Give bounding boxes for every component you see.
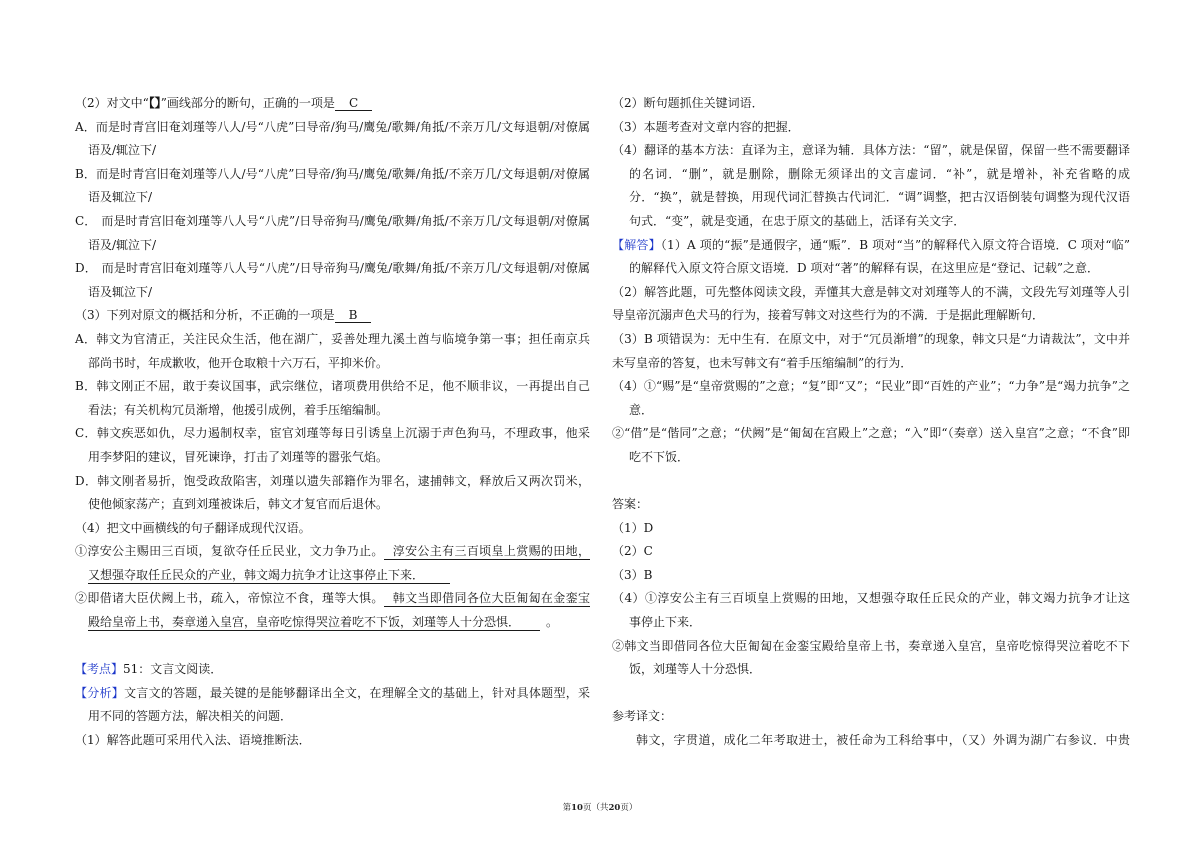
fenxi-point-4-continuation: 分．“换”，就是替换，用现代词汇替换古代词汇．“调”调整，把古汉语倒装句调整为现代汉语 [629, 190, 1130, 205]
answer-item: （2）C [612, 544, 653, 559]
option-text: 而是时青宫旧奄刘瑾等八人号“八虎”/日导帝狗马/鹰兔/歌舞/角抵/不亲万几/文每退朝/对僚属 [101, 213, 590, 228]
page-footer [0, 801, 1200, 813]
stem-text: （3）下列对原文的概括和分析，不正确的一项是 [75, 308, 335, 323]
q3-option-d-continuation: 使他倾家荡产；直到刘瑾被诛后，韩文才复官而后退休。 [88, 497, 389, 512]
question-2-answer: C [335, 97, 372, 111]
translation-answer: 又想强夺取任丘民众的产业，韩文竭力抗争才让这事停止下来． [88, 568, 450, 584]
q2-option-b-continuation: 语及辄泣下/ [88, 190, 153, 205]
jieda-point-2-continuation: 导皇帝沉溺声色犬马的行为，接着写韩文对这些行为的不满．于是据此理解断句． [612, 308, 1045, 323]
translation-paragraph: 韩文，字贯道，成化二年考取进士，被任命为工科给事中，（又）外调为湖广右参议．中贵 [636, 733, 1130, 748]
jieda-tag: 【解答】 [612, 237, 661, 252]
fenxi-continuation: 用不同的答题方法，解决相关的问题． [88, 709, 293, 724]
right-column [612, 92, 1130, 753]
option-label: B． [75, 379, 97, 394]
kaodian-line [75, 658, 590, 682]
q2-option-c [75, 210, 590, 234]
q3-option-b [75, 375, 590, 399]
fenxi-point-4-continuation: 的名词．“删”，就是删除，删除无须译出的文言虚词．“补”，就是增补，补充省略的成 [629, 166, 1130, 181]
answer-item-4a: （4）①淳安公主有三百顷皇上赏赐的田地，又想强夺取任丘民众的产业，韩文竭力抗争才让这 [612, 591, 1130, 606]
jieda-point-4a: （4）①“赐”是“皇帝赏赐的”之意；“复”即“又”；“民业”即“百姓的产业”；“力争”是“竭力抗争”之 [612, 379, 1130, 394]
q3-option-b-continuation: 看法；有关机构冗员渐增，他援引成例，着手压缩编制。 [88, 402, 389, 417]
option-text: 而是时青宫旧奄刘瑾等八人/号“八虎”曰导帝/狗马/鹰兔/歌舞/角抵/不亲万几/文每退朝/对僚属 [96, 166, 590, 181]
stem-text: ”画线部分的断句，正确的一项是 [160, 96, 335, 110]
option-label: C． [75, 426, 97, 441]
option-label: A． [75, 119, 96, 134]
jieda-point-4a-continuation: 意． [629, 402, 654, 417]
q3-option-c [75, 422, 590, 446]
translation-title: 参考译文： [612, 709, 673, 724]
option-label: D． [75, 473, 98, 488]
stem-text: （2）对文中“ [75, 96, 149, 110]
option-text: 韩文刚正不屈，敢于奏议国事，武宗继位，诸项费用供给不足，他不顺非议，一再提出自己 [96, 379, 590, 394]
q3-option-a [75, 328, 590, 352]
jieda-point-4b: ②“借”是“偕同”之意；“伏阙”是“匍匐在宫殿上”之意；“入”即“（奏章）送入皇宫”之意；“不食”即 [612, 426, 1130, 441]
option-text: 韩文为官清正，关注民众生活，他在湖广，妥善处理九溪土酋与临境争第一事；担任南京兵 [96, 331, 590, 346]
option-label: D． [75, 261, 97, 276]
q4-item-2-continuation [75, 611, 590, 635]
option-text: 而是时青宫旧奄刘瑾等八人号“八虎”/日导帝狗马/鹰兔/歌舞/角抵/不亲万几/文每退朝/对僚属 [101, 261, 591, 276]
q2-option-c-continuation: 语及/辄泣下/ [88, 237, 157, 252]
q4-item-1 [75, 540, 590, 564]
answer-item: （3）B [612, 567, 653, 582]
option-label: B． [75, 166, 97, 181]
translation-answer: 韩文当即借同各位大臣匍匐在金銮宝 [384, 591, 590, 607]
option-text: 而是时青宫旧奄刘瑾等八人/号“八虎”曰导帝/狗马/鹰兔/歌舞/角抵/不亲万几/文每退朝/对僚属 [95, 119, 590, 134]
q2-option-d-continuation: 语及辄泣下/ [88, 284, 153, 299]
jieda-point-2: （2）解答此题，可先整体阅读文段，弄懂其大意是韩文对刘瑾等人的不满，文段先写刘瑾等人引 [612, 284, 1130, 299]
q3-option-a-continuation: 部尚书时，年成歉收，他开仓取粮十六万石，平抑米价。 [88, 355, 389, 370]
fenxi-line [75, 682, 590, 706]
question-3-answer: B [335, 309, 372, 323]
q4-item-1-continuation [75, 564, 590, 588]
footer-text: 第 [562, 803, 572, 813]
fenxi-point-1: （1）解答此题可采用代入法、语境推断法． [75, 733, 311, 748]
jieda-point-4b-continuation: 吃不下饭． [629, 449, 690, 464]
source-sentence: ①淳安公主赐田三百顷，复欲夺任丘民业，文力争乃止。 [75, 544, 384, 559]
blank-line [612, 682, 1130, 706]
kaodian-text: 51：文言文阅读． [123, 662, 223, 677]
fenxi-point-3: （3）本题考查对文章内容的把握． [612, 119, 800, 134]
q2-option-a [75, 116, 590, 140]
q3-option-d [75, 470, 590, 494]
q2-option-b [75, 163, 590, 187]
kaodian-tag: 【考点】 [75, 662, 124, 677]
fenxi-point-2: （2）断句题抓住关键词语． [612, 96, 764, 110]
jieda-line [612, 234, 1130, 258]
jieda-point-3-continuation: 未写皇帝的答复，也未写韩文有“着手压缩编制”的行为． [612, 355, 913, 370]
brackets-mark: 【】 [148, 96, 161, 110]
total-pages-number: 20 [608, 803, 621, 813]
answer-item-4b: ②韩文当即借同各位大臣匍匐在金銮宝殿给皇帝上书，奏章递入皇宫，皇帝吃惊得哭泣着吃不下 [612, 638, 1130, 653]
blank-line [612, 470, 1130, 494]
footer-text: 页（共 [582, 803, 609, 813]
option-text: 韩文疾恶如仇，尽力遏制权幸，宦官刘瑾等每日引诱皇上沉溺于声色狗马，不理政事，他采 [96, 426, 590, 441]
translation-answer: 淳安公主有三百顷皇上赏赐的田地， [384, 544, 590, 560]
option-text: 韩文刚者易折，饱受政敌陷害，刘瑾以遗失部籍作为罪名，逮捕韩文，释放后又两次罚米， [97, 473, 590, 488]
current-page-number: 10 [571, 803, 583, 813]
q3-option-c-continuation: 用李梦阳的建议，冒死谏诤，打击了刘瑾等的嚣张气焰。 [88, 449, 389, 464]
fenxi-point-4: （4）翻译的基本方法：直译为主，意译为辅．具体方法：“留”，就是保留，保留一些不需要翻译 [612, 143, 1130, 158]
source-sentence: ②即借诸大臣伏阙上书，疏入，帝惊泣不食，瑾等大惧。 [75, 591, 384, 606]
q2-option-d [75, 257, 590, 281]
jieda-text: （1）A 项的“振”是通假字，通“赈”．B 项对“当”的解释代入原文符合语境．C 项对“临” [660, 237, 1130, 252]
fenxi-tag: 【分析】 [75, 685, 125, 700]
fenxi-text: 文言文的答题，最关键的是能够翻译出全文，在理解全文的基础上，针对具体题型，采 [124, 685, 590, 700]
answer-item: （1）D [612, 520, 654, 535]
question-2-stem [75, 92, 590, 116]
question-4-stem: （4）把文中画横线的句子翻译成现代汉语。 [75, 520, 311, 535]
left-column [75, 92, 590, 753]
footer-text: 页） [620, 803, 638, 813]
answer-item-4a-continuation: 事停止下来． [629, 615, 702, 630]
q2-option-a-continuation: 语及/辄泣下/ [88, 143, 157, 158]
jieda-continuation: 的解释代入原文符合原文语境．D 项对“著”的解释有误，在这里应是“登记、记载”之意． [629, 261, 1099, 276]
q4-item-2 [75, 587, 590, 611]
blank-line [75, 635, 590, 659]
translation-answer: 殿给皇帝上书，奏章递入皇宫，皇帝吃惊得哭泣着吃不下饭，刘瑾等人十分恐惧． [88, 615, 540, 631]
answer-item-4b-continuation: 饭，刘瑾等人十分恐惧． [629, 662, 762, 677]
answers-title: 答案： [612, 497, 649, 512]
option-label: C． [75, 213, 97, 228]
end-punctuation: 。 [546, 615, 559, 630]
fenxi-point-4-continuation: 句式．“变”，就是变通，在忠于原文的基础上，活译有关文字． [629, 213, 966, 228]
jieda-point-3: （3）B 项错误为：无中生有．在原文中，对于“冗员渐增”的现象，韩文只是“力请裁汰”，文中并 [612, 331, 1130, 346]
question-3-stem [75, 304, 590, 328]
option-label: A． [75, 331, 97, 346]
